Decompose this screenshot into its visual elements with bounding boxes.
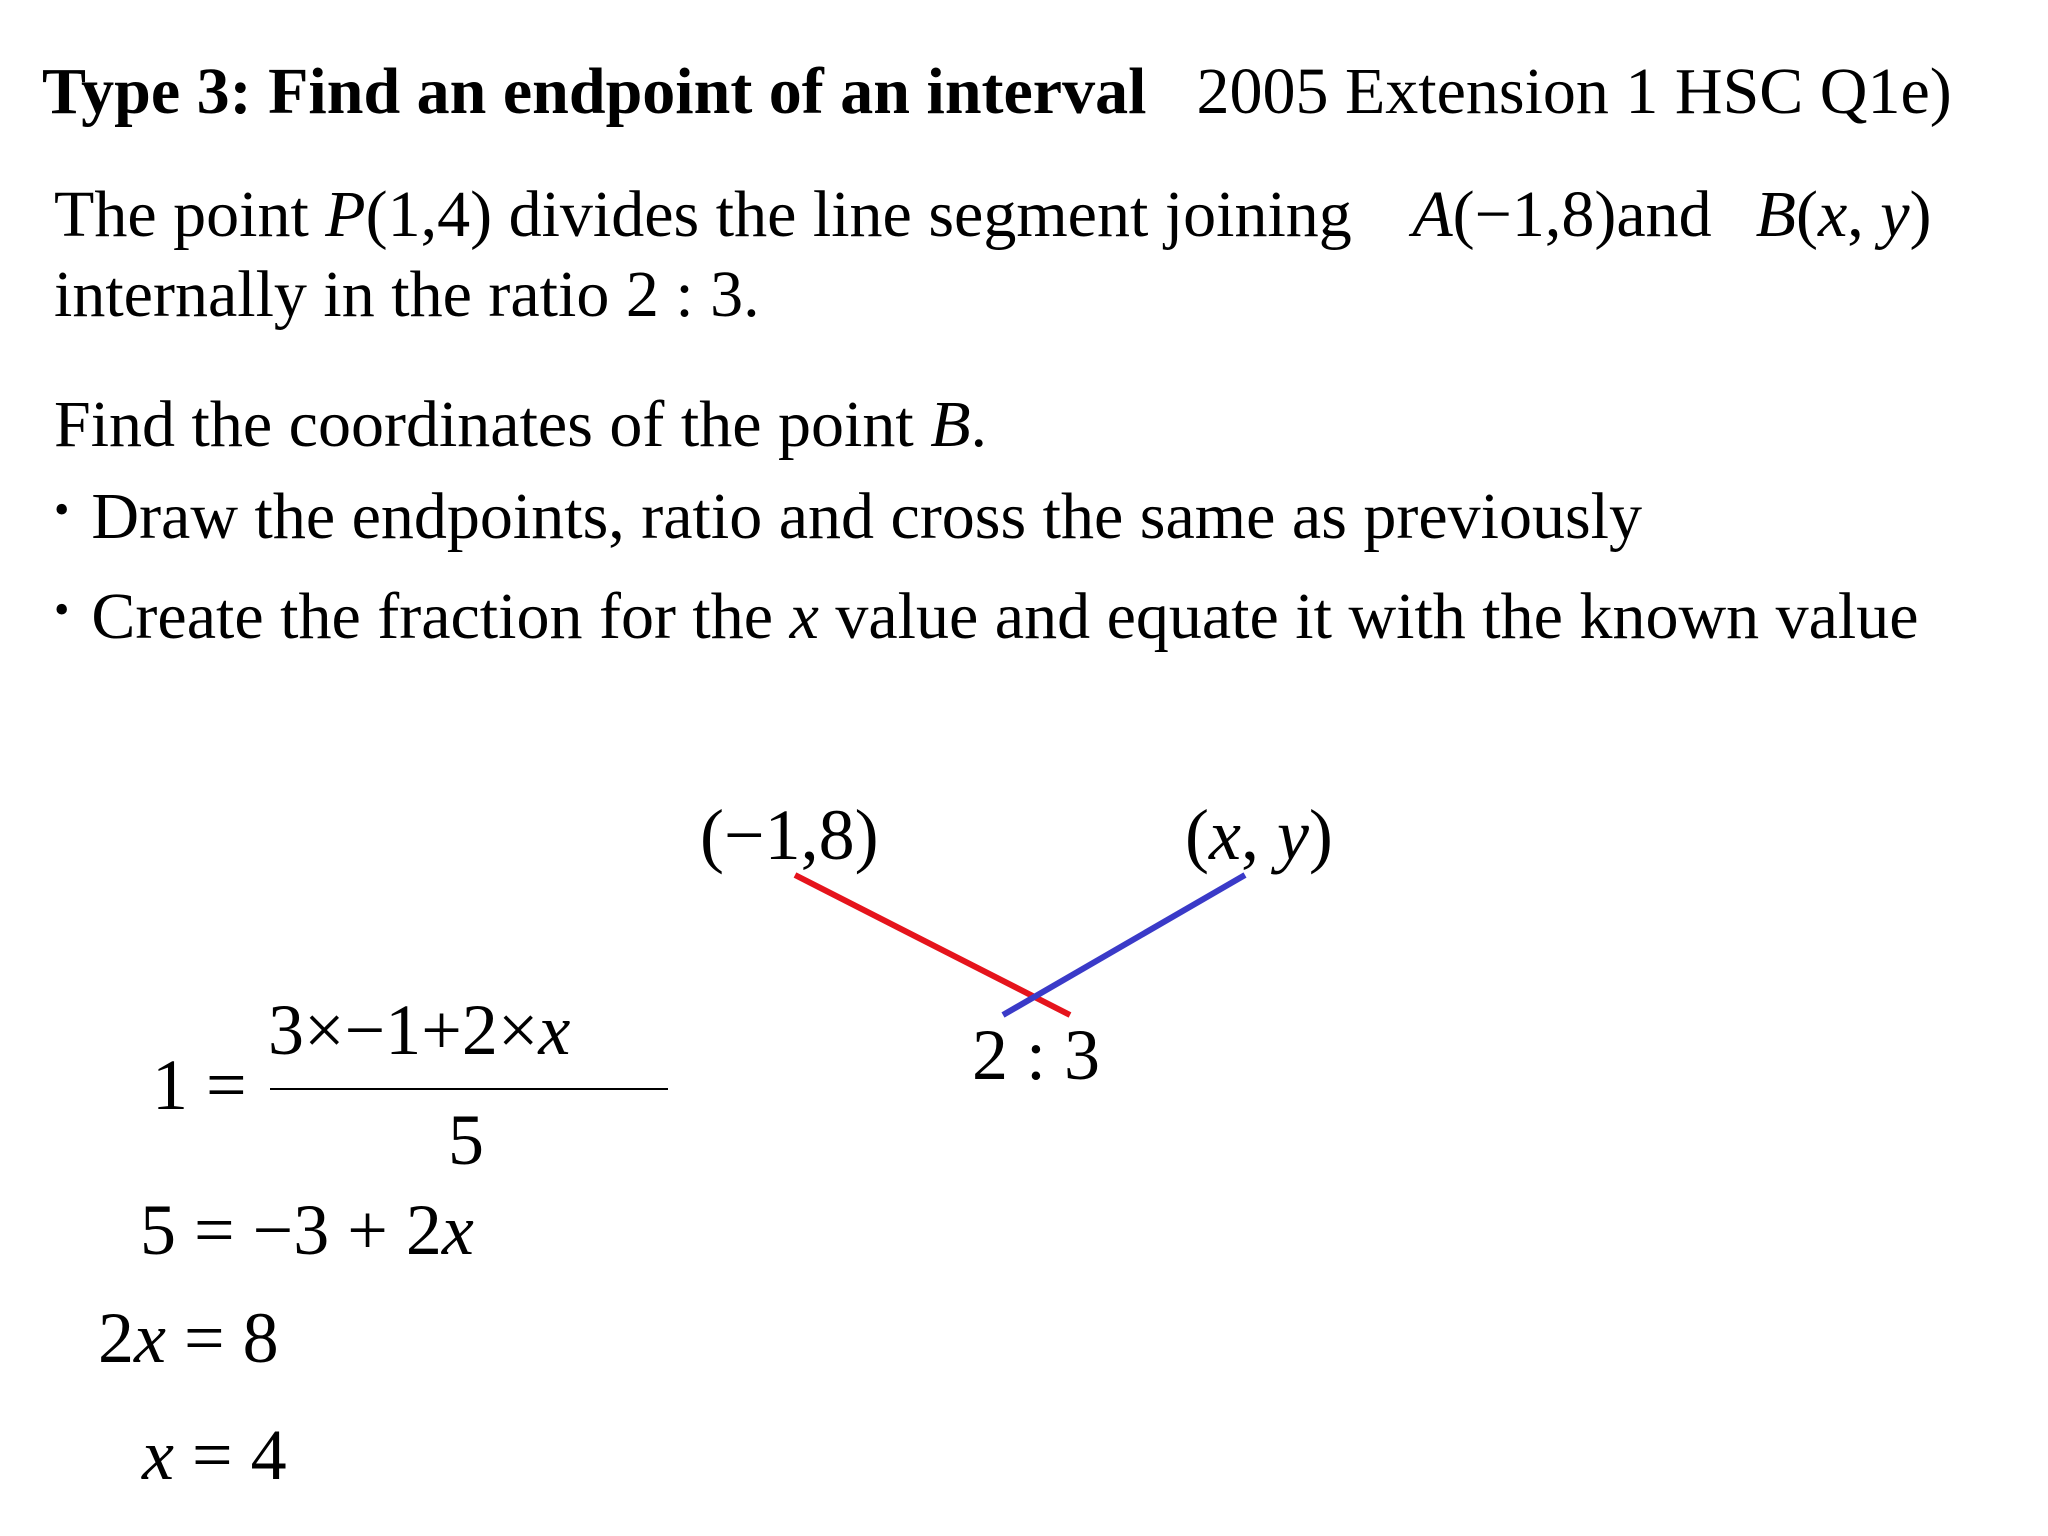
numerator-text: 3×−1+2× <box>268 990 539 1070</box>
equation-step-3 <box>98 1298 279 1378</box>
step-text: 2 <box>98 1298 134 1378</box>
step-text: = 8 <box>165 1298 279 1378</box>
point-A-coords: (−1,8) <box>1452 178 1617 251</box>
var-x: x <box>134 1298 166 1378</box>
var-x: x <box>441 1190 474 1270</box>
left-point-label: (−1,8) <box>700 795 879 875</box>
var-x: x <box>1817 178 1848 251</box>
var-x: x <box>142 1415 174 1495</box>
find-period: . <box>970 388 988 461</box>
bullet-text: Draw the endpoints, ratio and cross the same as previously <box>91 480 1643 553</box>
find-text: Find the coordinates of the point <box>54 388 931 461</box>
equation-lhs-1: 1 = <box>152 1045 247 1125</box>
bullet-var-x: x <box>789 580 819 653</box>
bullet-text-end: value and equate it with the known value <box>818 580 1919 653</box>
step-text: 5 = −3 + 2 <box>140 1190 442 1270</box>
fraction-denominator: 5 <box>448 1100 484 1180</box>
var-x: x <box>538 990 571 1070</box>
var-y: y <box>1276 795 1309 875</box>
bullet-dot: • <box>54 485 70 534</box>
comma: , <box>1847 178 1881 251</box>
problem-line-2: internally in the ratio 2 : 3. <box>54 258 760 331</box>
right-point-label <box>1185 795 1333 875</box>
left-endpoint-line <box>795 875 1070 1015</box>
problem-and: and <box>1616 178 1712 251</box>
ratio-label: 2 : 3 <box>972 1015 1101 1095</box>
title-source: 2005 Extension 1 HSC Q1e) <box>1196 55 1952 128</box>
comma: , <box>1240 795 1277 875</box>
right-endpoint-line <box>1003 875 1245 1015</box>
paren-open: ( <box>1185 795 1209 875</box>
find-B: B <box>930 388 971 461</box>
equation-step-4 <box>142 1415 287 1495</box>
equation-step-2 <box>140 1190 474 1270</box>
bullet-text: Create the fraction for the <box>91 580 790 653</box>
fraction-numerator <box>268 990 570 1070</box>
problem-text: divides the line segment joining <box>492 178 1369 251</box>
point-P-coords: (1,4) <box>365 178 493 251</box>
paren-close: ) <box>1909 178 1932 251</box>
var-y: y <box>1880 178 1910 251</box>
fraction-bar <box>270 1088 668 1090</box>
step-text: = 4 <box>173 1415 287 1495</box>
point-A-label: A <box>1412 178 1453 251</box>
bullet-dot: • <box>54 585 70 634</box>
point-B-label: B <box>1755 178 1796 251</box>
paren-close: ) <box>1308 795 1333 875</box>
title-text: Type 3: Find an endpoint of an interval <box>42 55 1147 128</box>
problem-text: The point <box>54 178 326 251</box>
paren-open: ( <box>1795 178 1818 251</box>
point-P-label: P <box>325 178 366 251</box>
var-x: x <box>1208 795 1241 875</box>
